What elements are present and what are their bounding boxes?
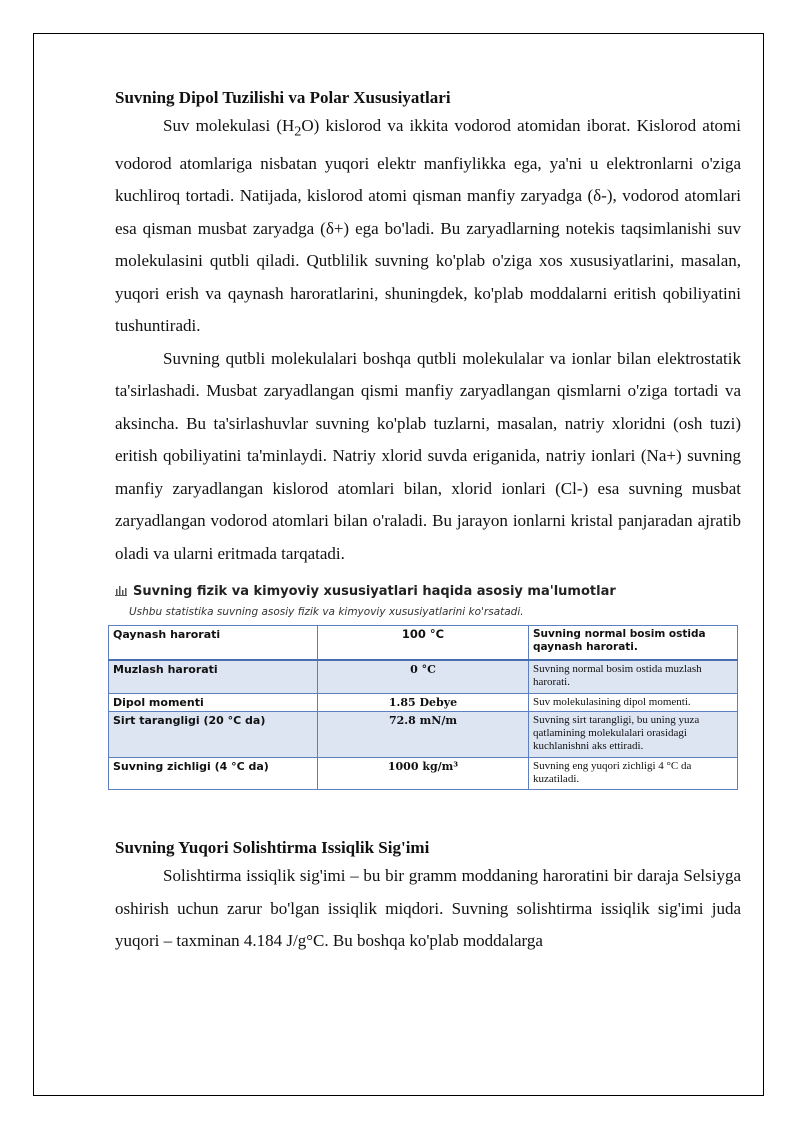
table-row bbox=[109, 712, 738, 758]
stats-title bbox=[115, 584, 741, 599]
document-content bbox=[115, 86, 741, 958]
subscript-two: 2 bbox=[294, 123, 302, 140]
property-description: Suvning eng yuqori zichligi 4 °C da kuzatiladi. bbox=[529, 758, 738, 790]
table-row bbox=[109, 758, 738, 790]
table-row bbox=[109, 660, 738, 694]
property-name: Suvning zichligi (4 °C da) bbox=[109, 758, 318, 790]
paragraph-text-end: O) kislorod va ikkita vodorod atomidan iborat. Kislorod atomi vodorod atomlariga nisbatan yuqori elektr manfiylikka ega, ya'ni u elektronlarni o'ziga kuchliroq tortadi. Natijada, kislorod atomi qisman manfiy zaryadga (δ-), vodorod atomlari esa qisman musbat zaryadga (δ+) ega bo'ladi. Bu zaryadlarning notekis taqsimlanishi suv molekulasini qutbli qiladi. Qutblilik suvning ko'plab o'ziga xos xususiyatlarini, masalan, yuqori erish va qaynash haroratlarini, shuningdek, ko'plab moddalarni eritish qobiliyatini tushuntiradi. bbox=[115, 116, 741, 336]
stats-subtitle: Ushbu statistika suvning asosiy fizik va kimyoviy xususiyatlarini ko'rsatadi. bbox=[129, 606, 524, 619]
property-description: Suv molekulasining dipol momenti. bbox=[529, 694, 738, 712]
table-row bbox=[109, 694, 738, 712]
bar-chart-icon bbox=[115, 585, 127, 599]
property-name: Dipol momenti bbox=[109, 694, 318, 712]
property-value: 1.85 Debye bbox=[318, 694, 529, 712]
paragraph-text-start: Suv molekulasi (H bbox=[163, 116, 295, 135]
property-name: Sirt tarangligi (20 °C da) bbox=[109, 712, 318, 758]
property-description: Suvning sirt tarangligi, bu uning yuza qatlamining molekulalari orasidagi kuchlanishni aks ettiradi. bbox=[529, 712, 738, 758]
section-heading-heat-capacity: Suvning Yuqori Solishtirma Issiqlik Sig'imi bbox=[115, 838, 430, 858]
paragraph-heat-capacity: Solishtirma issiqlik sig'imi – bu bir gramm moddaning haroratini bir daraja Selsiyga oshirish uchun zarur bo'lgan issiqlik miqdori. Suvning solishtirma issiqlik sig'imi juda yuqori – taxminan 4.184 J/g°C. Bu boshqa ko'plab moddalarga bbox=[115, 866, 741, 951]
property-value: 0 °C bbox=[318, 660, 529, 694]
stats-table bbox=[108, 625, 738, 790]
property-name: Muzlash harorati bbox=[109, 660, 318, 694]
property-value: 1000 kg/m³ bbox=[318, 758, 529, 790]
section-heading-dipole: Suvning Dipol Tuzilishi va Polar Xususiyatlari bbox=[115, 88, 451, 107]
paragraph-polar-interactions: Suvning qutbli molekulalari boshqa qutbli molekulalar va ionlar bilan elektrostatik ta'sirlashadi. Musbat zaryadlangan qismi manfiy zaryadlangan qismlarni o'ziga tortadi va aksincha. Bu ta'sirlashuvlar suvning ko'plab tuzlarni, masalan, natriy xloridni (osh tuzi) eritish qobiliyatini ta'minlaydi. Natriy xlorid suvda eriganida, natriy ionlari (Na+) suvning manfiy zaryadlangan kislorod atomlari bilan, xlorid ionlari (Cl-) esa suvning musbat zaryadlangan vodorod atomlari bilan o'raladi. Bu jarayon ionlarni kristal panjaradan ajratib oladi va ularni eritmada tarqatadi. bbox=[115, 348, 741, 563]
property-name: Qaynash harorati bbox=[109, 626, 318, 660]
property-description: Suvning normal bosim ostida qaynash harorati. bbox=[529, 626, 738, 660]
property-value: 72.8 mN/m bbox=[318, 712, 529, 758]
stats-title-text: Suvning fizik va kimyoviy xususiyatlari haqida asosiy ma'lumotlar bbox=[133, 584, 616, 600]
property-value: 100 °C bbox=[318, 626, 529, 660]
property-description: Suvning normal bosim ostida muzlash harorati. bbox=[529, 660, 738, 694]
paragraph-water-molecule bbox=[115, 110, 741, 343]
bar-chart-icon-svg bbox=[115, 585, 127, 596]
table-row bbox=[109, 626, 738, 660]
